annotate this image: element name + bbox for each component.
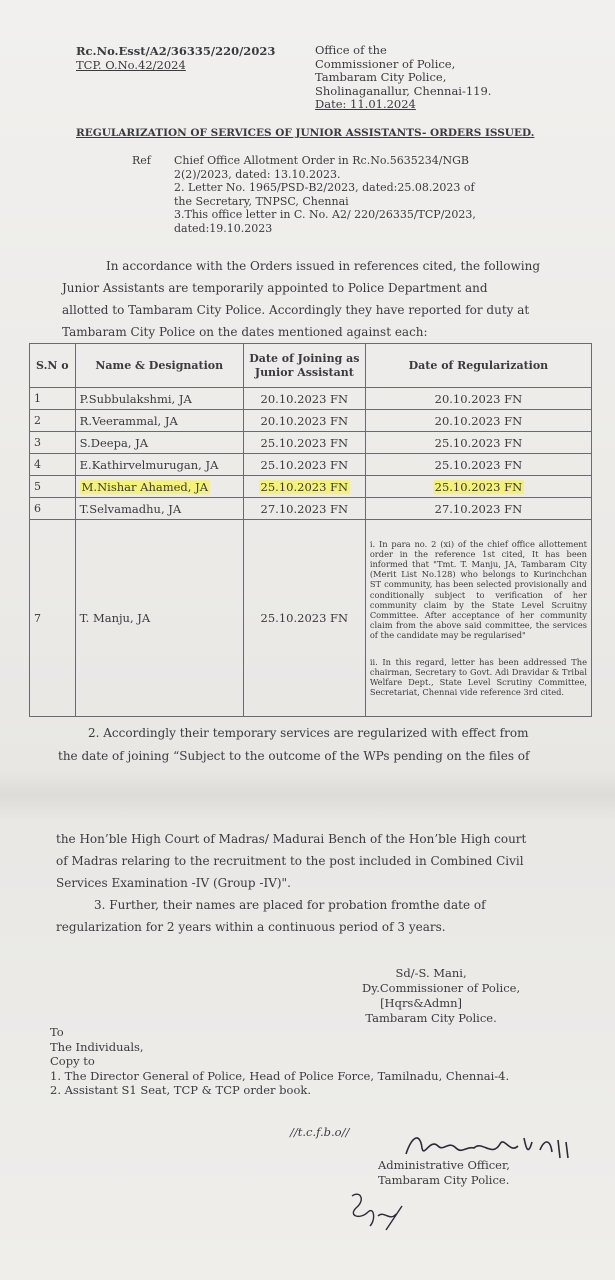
row-doj: 25.10.2023 FN (243, 432, 365, 454)
initials-signature-icon (340, 1186, 420, 1236)
regularization-table (29, 343, 592, 717)
reference-number: Rc.No.Esst/A2/36335/220/2023 (76, 44, 276, 58)
row-name: S.Deepa, JA (75, 432, 243, 454)
row-reg: 20.10.2023 FN (365, 388, 591, 410)
row-name: E.Kathirvelmurugan, JA (75, 454, 243, 476)
row-sn: 6 (30, 498, 76, 520)
row-reg: 27.10.2023 FN (365, 498, 591, 520)
paragraph-line: Services Examination -IV (Group -IV)". (56, 876, 291, 890)
paragraph-line: the Hon’ble High Court of Madras/ Madurai Bench of the Hon’ble High court (56, 832, 527, 846)
table-row (30, 410, 592, 432)
row-doj: 27.10.2023 FN (243, 498, 365, 520)
row-name: P.Subbulakshmi, JA (75, 388, 243, 410)
signature-line: Tambaram City Police. (365, 1011, 497, 1025)
header-name: Name & Designation (75, 344, 243, 388)
office-address-block (315, 44, 491, 112)
office-line: Commissioner of Police, (315, 56, 456, 71)
true-copy-mark: //t.c.f.b.o// (290, 1125, 350, 1139)
table-row (30, 388, 592, 410)
ref-line: the Secretary, TNPSC, Chennai (174, 194, 349, 208)
paragraph-line: regularization for 2 years within a continuous period of 3 years. (56, 920, 446, 934)
para-2 (58, 722, 529, 768)
signature-block (362, 966, 520, 1026)
page-fold-shadow (0, 770, 615, 820)
distribution-line: The Individuals, (50, 1039, 144, 1054)
signature-line: [Hqrs&Admn] (380, 996, 463, 1010)
row-doj: 20.10.2023 FN (243, 388, 365, 410)
table-row (30, 498, 592, 520)
row-name: T.Selvamadhu, JA (75, 498, 243, 520)
row-doj: 25.10.2023 FN (243, 520, 365, 717)
paragraph-line: Junior Assistants are temporarily appointed to Police Department and (62, 281, 488, 295)
ref-line: dated:19.10.2023 (174, 221, 273, 235)
row-name (75, 476, 243, 498)
admin-officer-line: Administrative Officer, (378, 1158, 510, 1172)
admin-officer-line: Tambaram City Police. (378, 1172, 510, 1187)
signature-line: Dy.Commissioner of Police, (362, 981, 521, 995)
header-reference-block (76, 44, 275, 72)
row-reg: 25.10.2023 FN (365, 432, 591, 454)
table-row (30, 432, 592, 454)
row-reg-note (365, 520, 591, 717)
table-header-row (30, 344, 592, 388)
order-date: Date: 11.01.2024 (315, 97, 416, 111)
row-sn: 5 (30, 476, 76, 498)
note-paragraph-2: ii. In this regard, letter has been addressed The chairman, Secretary to Govt. Adi Dravidar & Tribal Welfare Dept., State Level Scrutiny Committee, Secretariat, Chennai vide reference 3rd cited. (369, 656, 587, 698)
row-doj (243, 476, 365, 498)
office-line: Sholinaganallur, Chennai-119. (315, 83, 492, 98)
header-sn: S.N o (30, 344, 76, 388)
row-reg (365, 476, 591, 498)
ref-line: Chief Office Allotment Order in Rc.No.5635234/NGB (174, 154, 469, 167)
ref-list (174, 154, 534, 235)
paragraph-line: In accordance with the Orders issued in references cited, the following (106, 259, 540, 273)
row-sn: 3 (30, 432, 76, 454)
row-sn: 7 (30, 520, 76, 717)
paragraph-line: allotted to Tambaram City Police. Accordingly they have reported for duty at (62, 303, 530, 317)
row-sn: 4 (30, 454, 76, 476)
paragraph-line: the date of joining “Subject to the outcome of the WPs pending on the files of (58, 749, 530, 763)
row-reg: 20.10.2023 FN (365, 410, 591, 432)
distribution-line: Copy to (50, 1054, 95, 1068)
admin-officer-block (378, 1158, 510, 1187)
distribution-line: 1. The Director General of Police, Head of Police Force, Tamilnadu, Chennai-4. (50, 1068, 510, 1083)
ref-label: Ref (132, 154, 151, 167)
highlighted-name: M.Nishar Ahamed, JA (81, 479, 209, 494)
distribution-list (50, 1025, 509, 1098)
note-paragraph-1: i. In para no. 2 (xi) of the chief office allottement order in the reference 1st cited, It has been informed that "Tmt. T. Manju, JA, Tambaram City (Merit List No.128) who belongs to Kurinchchan ST community, has been selected provisionally and conditionally subject to verification of her community claim by the State Level Scruitny Committee. After acceptance of her community claim from the above said committee, the services of the candidate may be regularised" (369, 538, 587, 641)
paragraph-line: 3. Further, their names are placed for probation fromthe date of (94, 898, 486, 912)
para-3 (56, 828, 526, 938)
row-doj: 20.10.2023 FN (243, 410, 365, 432)
highlighted-doj: 25.10.2023 FN (260, 479, 349, 494)
header-regularization: Date of Regularization (365, 344, 591, 388)
row-name: T. Manju, JA (75, 520, 243, 717)
row-reg: 25.10.2023 FN (365, 454, 591, 476)
table-row (30, 454, 592, 476)
header-doj: Date of Joining as Junior Assistant (243, 344, 365, 388)
paragraph-line: 2. Accordingly their temporary services are regularized with effect from (88, 726, 529, 740)
order-number: TCP. O.No.42/2024 (76, 58, 186, 72)
row-doj: 25.10.2023 FN (243, 454, 365, 476)
paragraph-line: Tambaram City Police on the dates mentioned against each: (62, 325, 428, 339)
table-row-manju (30, 520, 592, 717)
intro-paragraph (62, 255, 550, 343)
paragraph-line: of Madras relaring to the recruitment to the post included in Combined Civil (56, 854, 524, 868)
signature-line: Sd/-S. Mani, (395, 966, 467, 980)
ref-line: 3.This office letter in C. No. A2/ 220/26335/TCP/2023, (174, 208, 476, 221)
table-row-highlighted (30, 476, 592, 498)
ref-line: 2. Letter No. 1965/PSD-B2/2023, dated:25.08.2023 of (174, 181, 475, 194)
office-line: Office of the (315, 43, 387, 57)
highlighted-reg: 25.10.2023 FN (434, 479, 523, 494)
office-line: Tambaram City Police, (315, 70, 447, 84)
distribution-line: 2. Assistant S1 Seat, TCP & TCP order book. (50, 1083, 311, 1097)
row-sn: 1 (30, 388, 76, 410)
row-sn: 2 (30, 410, 76, 432)
ref-line: 2(2)/2023, dated: 13.10.2023. (174, 167, 341, 181)
subject-heading: REGULARIZATION OF SERVICES OF JUNIOR ASSISTANTS- ORDERS ISSUED. (76, 127, 535, 139)
distribution-line: To (50, 1025, 64, 1039)
row-name: R.Veerammal, JA (75, 410, 243, 432)
